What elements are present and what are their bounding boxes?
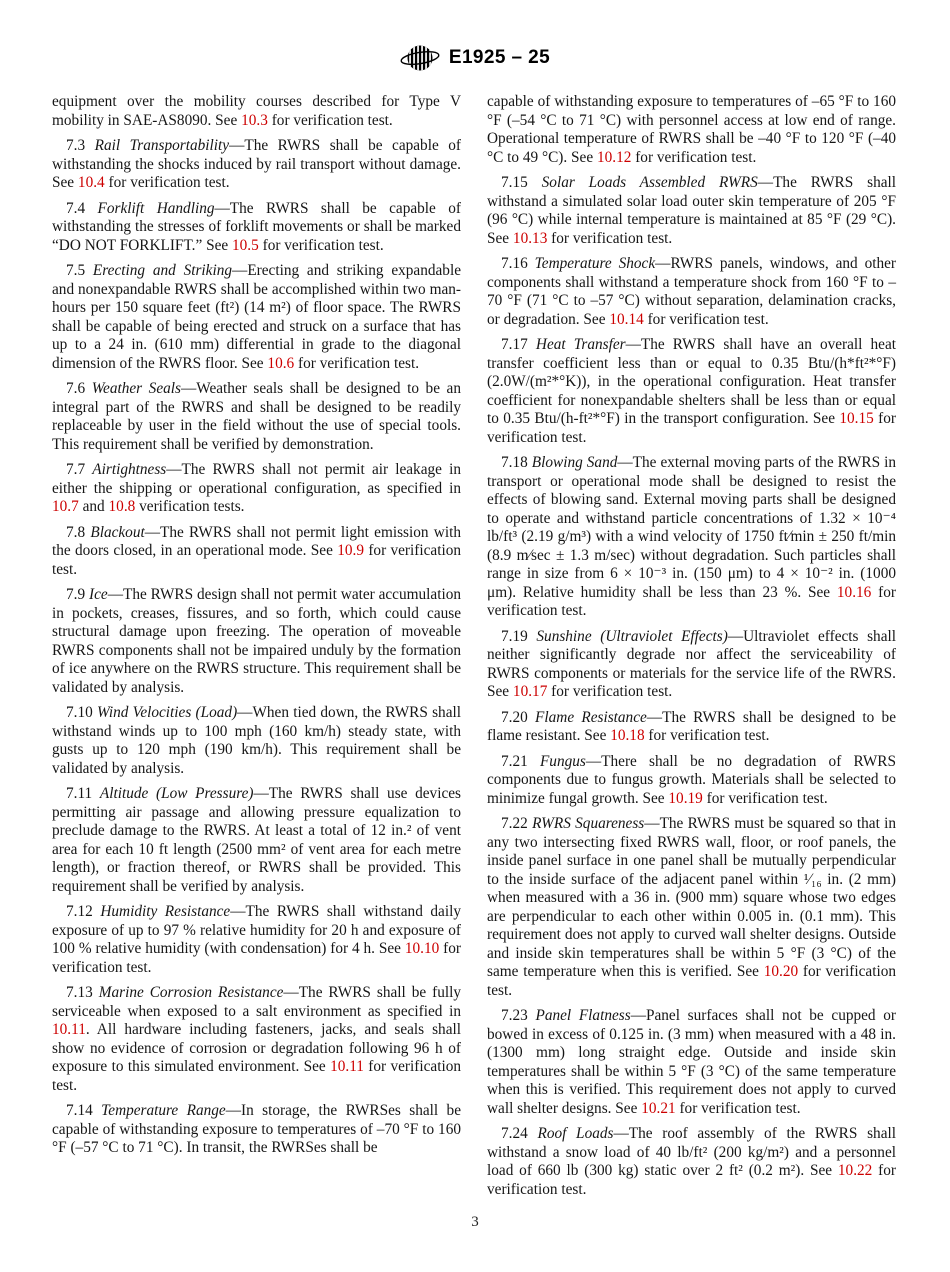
body-text: for verification test. (487, 410, 896, 446)
body-text: for verification test. (643, 310, 769, 328)
section-title: Solar Loads Assembled RWRS (541, 174, 758, 191)
body-text: —In storage, the RWRSes shall be capable of withstanding exposure to temperatures of –70 °F to 160 °F (–57 °C to 71 °C). In transit, the RWRSes shall be (52, 1102, 461, 1156)
body-text: for verification test. (547, 683, 673, 700)
body-text: and (78, 498, 109, 515)
section-ref-link[interactable]: 10.4 (77, 174, 105, 191)
paragraph (52, 200, 461, 256)
section-title: Roof Loads (537, 1125, 614, 1142)
paragraph (487, 336, 896, 447)
paragraph (52, 1102, 461, 1158)
document-body (52, 93, 896, 1199)
body-text: for verification test. (52, 940, 461, 976)
section-ref-link[interactable]: 10.6 (267, 354, 295, 372)
body-text: —The RWRS must be squared so that in any two intersecting fixed RWRS wall, floor, or roof panels, the inside panel surface in one panel shall be mutually perpendicular to the inside surface of the adjacent panel within ¹⁄₁₆ in. (2 mm) when measured with a 36 in. (900 mm) square whose two edges are perpendicular to each other within 0.005 in. (0.1 mm). This requirement does not apply to curved wall shelter designs. Outside and inside skin temperatures shall be within 5 °F (3 °C) of the same temperature when this is verified. See (487, 815, 897, 980)
paragraph (52, 93, 461, 130)
body-text: —The RWRS shall be designed to be flame resistant. See (487, 708, 896, 744)
section-title: Marine Corrosion Resistance (98, 984, 284, 1001)
section-title: Humidity Resistance (100, 903, 231, 920)
body-text: —RWRS panels, windows, and other components shall withstand a temperature shock from 160 °F to –70 °F (71 °C to –57 °C) without separation, delamination cracks, or degradation. See (487, 255, 896, 328)
section-title: Wind Velocities (Load) (97, 704, 238, 721)
paragraph (52, 262, 461, 373)
body-text: —The external moving parts of the RWRS in transport or operational mode shall be designed to resist the effects of blowing sand. External moving parts shall be designed to operate and withstand particle concentrations of 1.32 × 10⁻⁴ lb/ft³ (2.19 g/m³) with a wind velocity of 1750 ft⁄min ± 250 ft/min (8.9 m⁄sec ± 1.3 m/sec) without degradation. Such particles shall range in size from 6 × 10⁻³ in. (150 μm) to 4 × 10⁻² in. (1000 μm). Relative humidity shall be less than 23 %. See (487, 454, 897, 601)
body-text: 7.11 (66, 785, 100, 802)
paragraph (487, 815, 896, 1000)
paragraph (487, 709, 896, 746)
body-text: —Panel surfaces shall not be cupped or bowed in excess of 0.125 in. (3 mm) when measured with a 48 in. (1300 mm) long straight edge. Outside and inside skin temperatures shall be within 5 °F (3 °C) of the same temperature when this is verified. This requirement does not apply to curved wall shelter designs. See (487, 1007, 897, 1117)
body-text: 7.8 (66, 523, 91, 541)
body-text: 7.10 (66, 704, 97, 721)
section-title: RWRS Squareness (532, 815, 645, 832)
paragraph (52, 984, 461, 1095)
section-ref-link[interactable]: 10.19 (668, 789, 703, 807)
section-title: Flame Resistance (535, 708, 647, 726)
body-text: 7.3 (66, 137, 95, 154)
section-ref-link[interactable]: 10.20 (763, 963, 799, 980)
section-ref-link[interactable]: 10.17 (512, 683, 548, 700)
body-text: —Weather seals shall be designed to be an integral part of the RWRS and shall be designed to be readily replaceable by user in the field without the use of special tools. This requirement shall be verified by demonstration. (52, 380, 461, 453)
body-text: —The RWRS shall not permit light emission with the doors closed, in an operational mode. See (52, 523, 461, 559)
paragraph (52, 903, 461, 977)
paragraph (487, 628, 896, 702)
section-ref-link[interactable]: 10.5 (232, 236, 259, 254)
paragraph (52, 380, 461, 454)
body-text: for verification test. (258, 236, 384, 254)
paragraph (52, 704, 461, 778)
astm-logo-icon (400, 42, 440, 74)
section-title: Rail Transportability (94, 137, 230, 154)
body-text: for verification test. (702, 789, 828, 807)
body-text: —The RWRS design shall not permit water accumulation in pockets, creases, fissures, and so forth, which could cause structural damage upon freezing. The operation of moveable RWRS components shall not be impaired unduly by the formation of ice anywhere on the RWRS structure. This requirement shall be validated by analysis. (52, 586, 462, 696)
section-title: Weather Seals (91, 380, 181, 397)
body-text: for verification test. (631, 148, 757, 166)
body-text: for verification test. (487, 963, 896, 999)
body-text: for verification test. (267, 111, 393, 129)
body-text: capable of withstanding exposure to temperatures of –65 °F to 160 °F (–54 °C to 71 °C) with personnel access at low end of range. Operational temperature of RWRS shall be –40 °F to 120 °F (–40 °C to 49 °C). See (487, 93, 896, 166)
body-text: —The RWRS shall be capable of withstanding the shocks induced by rail transport without damage. See (52, 137, 461, 191)
body-text: —The RWRS shall withstand a simulated solar load outer skin temperature of 205 °F (96 °C) while internal temperature is maintained at 85 °F (29 °C). See (487, 174, 897, 247)
body-text: 7.5 (66, 262, 93, 279)
body-text: 7.20 (501, 708, 536, 726)
paragraph (487, 1007, 896, 1118)
body-text: for verification test. (487, 1162, 896, 1198)
section-title: Blackout (90, 523, 145, 541)
body-text: 7.14 (66, 1102, 102, 1119)
section-ref-link[interactable]: 10.3 (241, 111, 268, 129)
body-text: for verification test. (52, 1058, 461, 1094)
section-title: Blowing Sand (531, 454, 618, 471)
paragraph (52, 461, 461, 517)
body-text: —The RWRS shall be capable of withstanding the stresses of forklift movements or shall be marked “DO NOT FORKLIFT.” See (52, 199, 461, 254)
body-text: —The RWRS shall be fully serviceable when exposed to a salt environment as specified in (52, 984, 461, 1020)
section-ref-link[interactable]: 10.22 (837, 1162, 873, 1179)
body-text: —Erecting and striking expandable and nonexpandable RWRS shall be accomplished within two man-hours per 150 square feet (ft²) (14 m²) of floor space. The RWRS shall be capable of being erected and struck on a surface that has up to a 24 in. (610 mm) differential in grade to the diagonal dimension of the RWRS floor. See (52, 262, 461, 372)
body-text: 7.17 (501, 336, 536, 353)
section-title: Sunshine (Ultraviolet Effects) (536, 627, 728, 645)
column-right (487, 93, 896, 1199)
body-text: 7.24 (501, 1125, 538, 1142)
section-ref-link[interactable]: 10.11 (52, 1021, 86, 1038)
section-title: Panel Flatness (535, 1007, 631, 1024)
body-text: for verification test. (547, 229, 673, 247)
section-title: Forklift Handling (97, 199, 215, 217)
section-title: Heat Transfer (535, 336, 626, 353)
section-ref-link[interactable]: 10.15 (839, 410, 874, 427)
body-text: for verification test. (52, 542, 461, 578)
body-text: for verification test. (487, 583, 896, 619)
paragraph (52, 137, 461, 193)
body-text: —The RWRS shall not permit air leakage in either the shipping or operational configuration, as specified in (52, 461, 461, 497)
body-text: 7.9 (66, 586, 89, 603)
body-text: 7.15 (501, 174, 542, 191)
body-text: 7.13 (66, 984, 99, 1001)
section-ref-link[interactable]: 10.11 (330, 1058, 364, 1075)
body-text: equipment over the mobility courses described for Type V mobility in SAE-AS8090. See (52, 93, 461, 129)
paragraph (487, 174, 896, 248)
body-text: 7.7 (66, 461, 93, 478)
paragraph (52, 524, 461, 580)
body-text: 7.18 (501, 454, 532, 471)
paragraph (487, 753, 896, 809)
body-text: 7.16 (501, 255, 535, 272)
body-text: for verification test. (644, 727, 770, 744)
body-text: 7.19 (501, 627, 537, 645)
body-text: 7.12 (66, 903, 101, 920)
body-text: for verification test. (294, 354, 420, 372)
body-text: —Ultraviolet effects shall neither significantly degrade nor affect the serviceability of RWRS components or materials for the service life of the RWRS. See (487, 627, 896, 700)
body-text: 7.21 (501, 752, 540, 770)
section-title: Temperature Shock (534, 255, 656, 272)
paragraph (487, 255, 896, 329)
section-ref-link[interactable]: 10.13 (512, 229, 548, 247)
body-text: —When tied down, the RWRS shall withstand winds up to 100 mph (160 km/h) steady state, with gusts up to 120 mph (190 km/h). This requirement shall be validated by analysis. (52, 704, 461, 777)
section-ref-link[interactable]: 10.14 (609, 310, 644, 328)
standard-designation: E1925 – 25 (448, 47, 551, 68)
body-text: —There shall be no degradation of RWRS components due to fungus growth. Materials shall be selected to minimize fungal growth. See (487, 752, 896, 807)
page-header (0, 42, 950, 74)
section-title: Temperature Range (101, 1102, 226, 1119)
body-text: 7.23 (501, 1007, 536, 1024)
section-ref-link[interactable]: 10.8 (108, 498, 136, 515)
section-ref-link[interactable]: 10.16 (836, 583, 872, 601)
section-title: Altitude (Low Pressure) (99, 785, 254, 802)
body-text: —The RWRS shall withstand daily exposure of up to 97 % relative humidity for 20 h and exposure of 100 % relative humidity (with condensation) for 4 h. See (52, 903, 461, 957)
section-ref-link[interactable]: 10.21 (641, 1099, 676, 1117)
paragraph (52, 785, 461, 896)
paragraph (487, 1125, 896, 1199)
page-number: 3 (471, 1214, 479, 1230)
body-text: —The RWRS shall have an overall heat transfer coefficient less than or equal to 0.35 Btu/(h*ft²*°F) (2.0W/(m²*°K)), in the operational configuration. Heat transfer coefficient for nonexpandable shelters shall be less than or equal to 0.35 Btu/(h-ft²*°F) in the transport configuration. See (487, 336, 897, 427)
paragraph (52, 586, 461, 697)
section-ref-link[interactable]: 10.9 (337, 542, 364, 559)
column-left (52, 93, 461, 1199)
section-ref-link[interactable]: 10.10 (404, 940, 440, 957)
body-text: 7.22 (501, 815, 533, 832)
body-text: for verification test. (675, 1099, 801, 1117)
body-text: —The roof assembly of the RWRS shall withstand a snow load of 40 lb/ft² (200 kg/m²) and a personnel load of 660 lb (300 kg) static over 2 ft² (0.2 m²). See (487, 1125, 896, 1179)
section-title: Airtightness (92, 461, 167, 478)
body-text: 7.6 (66, 380, 92, 397)
body-text: for verification test. (104, 174, 230, 191)
section-ref-link[interactable]: 10.18 (610, 727, 645, 744)
section-ref-link[interactable]: 10.7 (52, 498, 79, 515)
body-text: 7.4 (66, 199, 98, 217)
section-title: Erecting and Striking (92, 262, 233, 279)
section-ref-link[interactable]: 10.12 (596, 148, 632, 166)
paragraph (487, 454, 896, 621)
paragraph (487, 93, 896, 167)
section-title: Fungus (539, 752, 586, 770)
body-text: —The RWRS shall use devices permitting air passage and allowing pressure equalization to preclude damage to the RWRS. At least a total of 12 in.² of vent area for each 10 ft length (2500 mm² of vent area for each metre length), or fraction thereof, or RWRS shall be provided. This requirement shall be verified by analysis. (52, 785, 461, 895)
section-title: Ice (89, 586, 108, 603)
body-text: . All hardware including fasteners, jacks, and seals shall show no evidence of corrosion or degradation following 96 h of exposure to this simulated environment. See (52, 1021, 461, 1075)
body-text: verification tests. (135, 498, 245, 515)
